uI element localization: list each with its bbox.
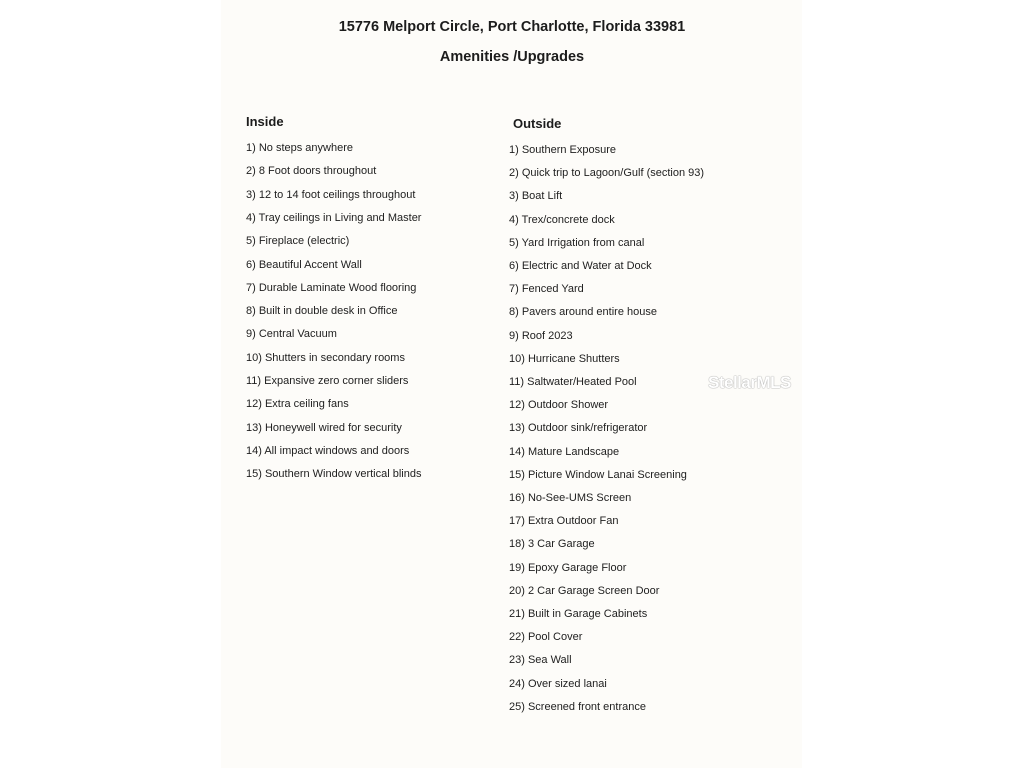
inside-amenity-item: 4) Tray ceilings in Living and Master — [246, 211, 422, 224]
outside-amenity-item: 24) Over sized lanai — [509, 677, 607, 690]
outside-amenity-item: 20) 2 Car Garage Screen Door — [509, 584, 660, 597]
inside-amenity-item: 3) 12 to 14 foot ceilings throughout — [246, 188, 416, 201]
outside-amenity-item: 17) Extra Outdoor Fan — [509, 515, 619, 528]
outside-amenity-item: 19) Epoxy Garage Floor — [509, 561, 627, 574]
outside-heading: Outside — [513, 116, 562, 131]
inside-amenity-item: 14) All impact windows and doors — [246, 444, 410, 457]
outside-amenity-item: 8) Pavers around entire house — [509, 306, 657, 319]
outside-amenity-item: 5) Yard Irrigation from canal — [509, 236, 645, 249]
outside-amenity-item: 18) 3 Car Garage — [509, 538, 595, 551]
outside-amenity-item: 23) Sea Wall — [509, 654, 572, 667]
outside-amenity-item: 21) Built in Garage Cabinets — [509, 608, 648, 620]
outside-amenity-item: 16) No-See-UMS Screen — [509, 492, 632, 504]
outside-amenity-item: 4) Trex/concrete dock — [509, 213, 615, 226]
outside-amenity-item: 15) Picture Window Lanai Screening — [509, 468, 687, 481]
inside-heading: Inside — [246, 114, 284, 129]
outside-amenity-item: 13) Outdoor sink/refrigerator — [509, 422, 648, 435]
inside-amenity-item: 10) Shutters in secondary rooms — [246, 351, 405, 364]
inside-amenity-item: 8) Built in double desk in Office — [246, 305, 398, 318]
outside-amenity-item: 12) Outdoor Shower — [509, 399, 609, 412]
inside-amenity-item: 1) No steps anywhere — [246, 142, 353, 154]
outside-amenity-item: 2) Quick trip to Lagoon/Gulf (section 93) — [509, 167, 705, 180]
inside-amenity-item: 2) 8 Foot doors throughout — [246, 165, 377, 178]
inside-amenity-item: 9) Central Vacuum — [246, 328, 337, 341]
outside-amenity-item: 10) Hurricane Shutters — [509, 352, 620, 365]
outside-amenity-item: 6) Electric and Water at Dock — [509, 260, 652, 272]
outside-amenity-item: 25) Screened front entrance — [509, 700, 646, 713]
property-address: 15776 Melport Circle, Port Charlotte, Florida 33981 — [338, 19, 686, 35]
inside-amenity-item: 15) Southern Window vertical blinds — [246, 468, 422, 481]
watermark: StellarMLS — [708, 373, 791, 392]
outside-amenity-item: 3) Boat Lift — [509, 190, 563, 203]
inside-amenity-item: 5) Fireplace (electric) — [246, 235, 350, 248]
inside-amenity-item: 12) Extra ceiling fans — [246, 398, 349, 411]
outside-amenity-item: 9) Roof 2023 — [509, 329, 573, 342]
outside-amenity-item: 7) Fenced Yard — [509, 283, 584, 296]
inside-amenity-item: 13) Honeywell wired for security — [246, 421, 402, 434]
inside-amenity-item: 6) Beautiful Accent Wall — [246, 258, 362, 271]
inside-amenity-item: 11) Expansive zero corner sliders — [246, 375, 409, 387]
outside-amenity-item: 22) Pool Cover — [509, 631, 583, 644]
outside-amenity-item: 1) Southern Exposure — [509, 144, 617, 156]
outside-amenity-item: 11) Saltwater/Heated Pool — [509, 376, 637, 388]
document-subtitle: Amenities /Upgrades — [439, 49, 585, 65]
outside-amenity-item: 14) Mature Landscape — [509, 445, 620, 458]
inside-amenity-item: 7) Durable Laminate Wood flooring — [246, 281, 417, 294]
